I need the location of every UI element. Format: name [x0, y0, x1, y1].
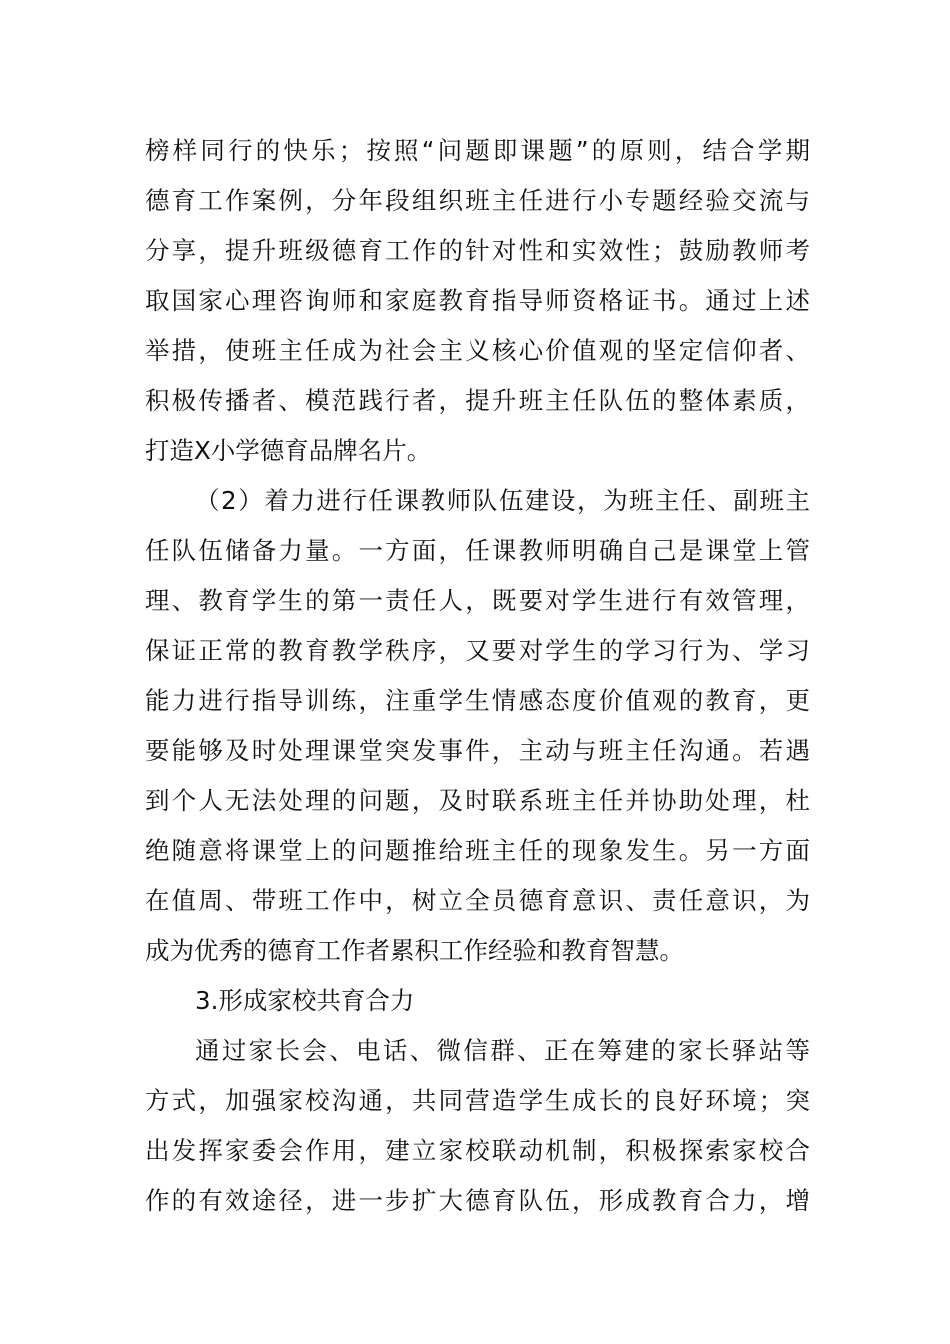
- paragraph-line: 德育工作案例，分年段组织班主任进行小专题经验交流与: [145, 186, 810, 215]
- paragraph-line: 保证正常的教育教学秩序，又要对学生的学习行为、学习: [145, 636, 810, 665]
- paragraph-line: 举措，使班主任成为社会主义核心价值观的坚定信仰者、: [145, 336, 810, 365]
- paragraph-line: 在值周、带班工作中，树立全员德育意识、责任意识，为: [145, 886, 810, 915]
- paragraph-line: 积极传播者、模范践行者，提升班主任队伍的整体素质，: [145, 386, 810, 415]
- section-heading: 3.形成家校共育合力: [195, 986, 415, 1015]
- paragraph-line: 出发挥家委会作用，建立家校联动机制，积极探索家校合: [145, 1136, 810, 1165]
- paragraph-line: 取国家心理咨询师和家庭教育指导师资格证书。通过上述: [145, 286, 810, 315]
- paragraph-line: 理、教育学生的第一责任人，既要对学生进行有效管理，: [145, 586, 810, 615]
- paragraph-line: 打造X小学德育品牌名片。: [145, 436, 432, 465]
- paragraph-line: 分享，提升班级德育工作的针对性和实效性；鼓励教师考: [145, 236, 810, 265]
- paragraph-line: 通过家长会、电话、微信群、正在筹建的家长驿站等: [195, 1036, 810, 1065]
- paragraph-line: 绝随意将课堂上的问题推给班主任的现象发生。另一方面: [145, 836, 810, 865]
- paragraph-line: 到个人无法处理的问题，及时联系班主任并协助处理，杜: [145, 786, 810, 815]
- paragraph-line: （2）着力进行任课教师队伍建设，为班主任、副班主: [195, 486, 810, 515]
- paragraph-line: 任队伍储备力量。一方面，任课教师明确自己是课堂上管: [145, 536, 810, 565]
- paragraph-line: 要能够及时处理课堂突发事件，主动与班主任沟通。若遇: [145, 736, 810, 765]
- paragraph-line: 方式，加强家校沟通，共同营造学生成长的良好环境；突: [145, 1086, 810, 1115]
- paragraph-line: 能力进行指导训练，注重学生情感态度价值观的教育，更: [145, 686, 810, 715]
- paragraph-line: 榜样同行的快乐；按照“问题即课题”的原则，结合学期: [145, 136, 810, 165]
- paragraph-line: 作的有效途径，进一步扩大德育队伍，形成教育合力，增: [145, 1186, 810, 1215]
- paragraph-line: 成为优秀的德育工作者累积工作经验和教育智慧。: [145, 936, 684, 965]
